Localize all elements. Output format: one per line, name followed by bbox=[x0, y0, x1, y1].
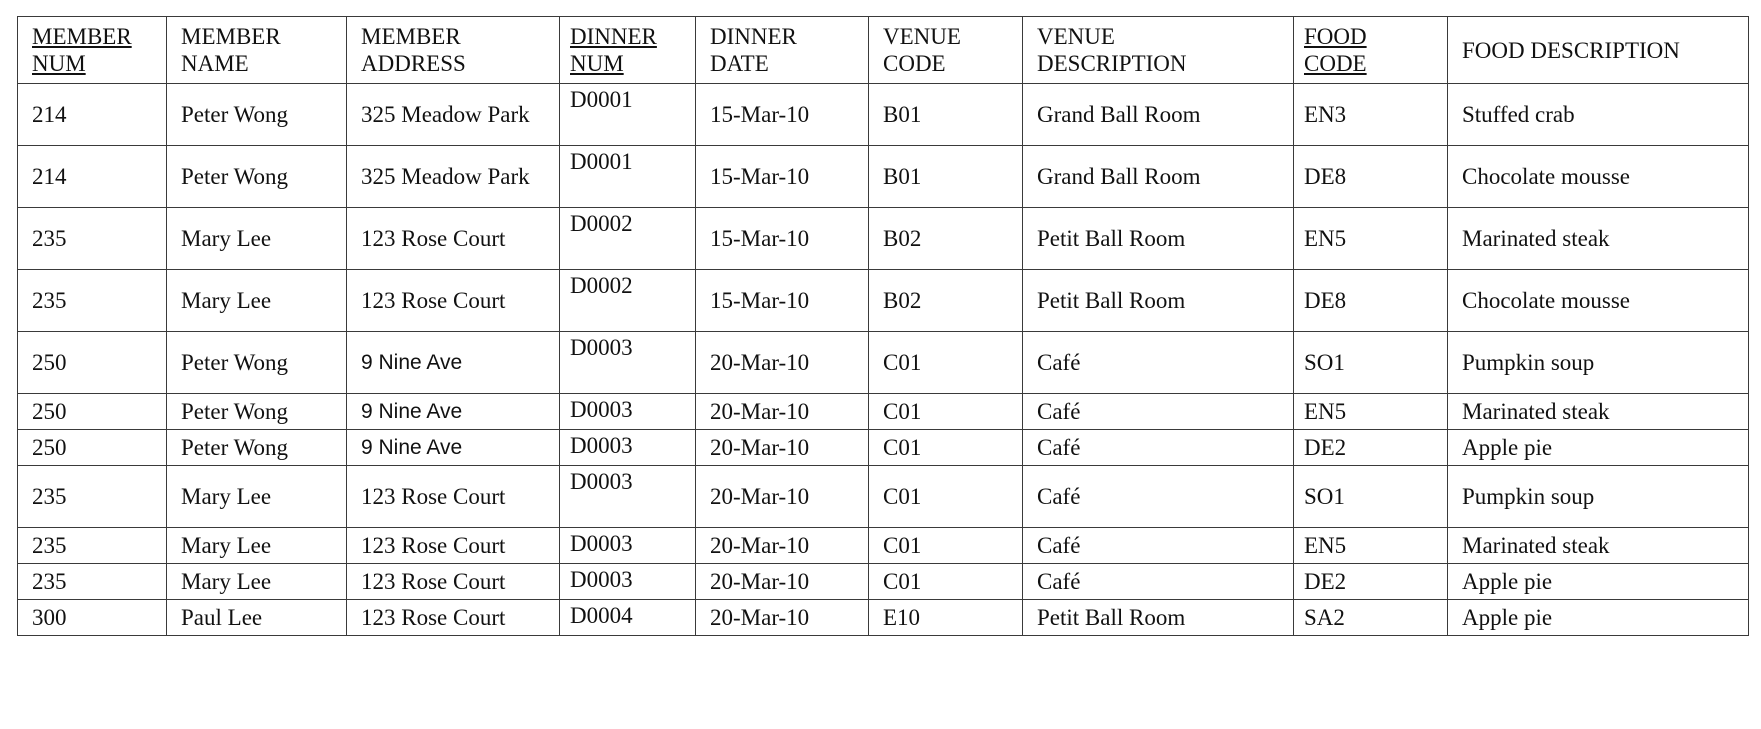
cell-member-address: 9 Nine Ave bbox=[347, 430, 560, 466]
cell-food-code: DE2 bbox=[1294, 564, 1448, 600]
cell-member-name: Mary Lee bbox=[167, 270, 347, 332]
cell-member-address: 123 Rose Court bbox=[347, 270, 560, 332]
cell-member-num: 235 bbox=[18, 208, 167, 270]
table-body bbox=[18, 84, 1749, 636]
cell-venue-description: Café bbox=[1023, 332, 1294, 394]
cell-member-num: 250 bbox=[18, 332, 167, 394]
cell-dinner-num: D0003 bbox=[560, 466, 696, 528]
cell-food-code: DE8 bbox=[1294, 146, 1448, 208]
cell-member-name: Peter Wong bbox=[167, 332, 347, 394]
cell-member-name: Mary Lee bbox=[167, 466, 347, 528]
header-member-name bbox=[167, 17, 347, 84]
cell-dinner-date: 20-Mar-10 bbox=[696, 528, 869, 564]
cell-venue-code: C01 bbox=[869, 564, 1023, 600]
table-row bbox=[18, 466, 1749, 528]
header-label-line2: NUM bbox=[32, 51, 86, 76]
cell-member-name: Mary Lee bbox=[167, 208, 347, 270]
cell-food-description: Apple pie bbox=[1448, 600, 1749, 636]
header-label-line1: FOOD bbox=[1304, 24, 1367, 49]
header-label-line1: MEMBER bbox=[181, 24, 281, 49]
table-row bbox=[18, 528, 1749, 564]
cell-member-address: 123 Rose Court bbox=[347, 528, 560, 564]
cell-food-description: Pumpkin soup bbox=[1448, 466, 1749, 528]
cell-member-num: 214 bbox=[18, 84, 167, 146]
cell-venue-description: Café bbox=[1023, 430, 1294, 466]
header-label-line1: DINNER bbox=[570, 24, 657, 49]
header-member-address bbox=[347, 17, 560, 84]
header-label-line2: CODE bbox=[1304, 51, 1367, 76]
cell-venue-description: Grand Ball Room bbox=[1023, 84, 1294, 146]
header-venue-description bbox=[1023, 17, 1294, 84]
cell-food-description: Apple pie bbox=[1448, 564, 1749, 600]
header-label-line2: DESCRIPTION bbox=[1037, 51, 1187, 76]
cell-dinner-num: D0002 bbox=[560, 270, 696, 332]
cell-member-address: 9 Nine Ave bbox=[347, 394, 560, 430]
cell-dinner-date: 15-Mar-10 bbox=[696, 84, 869, 146]
cell-member-name: Peter Wong bbox=[167, 430, 347, 466]
cell-member-name: Peter Wong bbox=[167, 84, 347, 146]
header-label-line2: CODE bbox=[883, 51, 946, 76]
cell-venue-code: B02 bbox=[869, 270, 1023, 332]
cell-venue-description: Café bbox=[1023, 528, 1294, 564]
cell-food-code: EN5 bbox=[1294, 208, 1448, 270]
header-label-line1: VENUE bbox=[883, 24, 961, 49]
header-label-line2: DATE bbox=[710, 51, 769, 76]
cell-food-code: DE8 bbox=[1294, 270, 1448, 332]
table-row bbox=[18, 564, 1749, 600]
header-dinner-num bbox=[560, 17, 696, 84]
table-row bbox=[18, 84, 1749, 146]
cell-member-num: 250 bbox=[18, 430, 167, 466]
cell-member-address: 325 Meadow Park bbox=[347, 146, 560, 208]
cell-dinner-date: 20-Mar-10 bbox=[696, 430, 869, 466]
cell-food-description: Apple pie bbox=[1448, 430, 1749, 466]
cell-member-name: Peter Wong bbox=[167, 146, 347, 208]
cell-food-code: SO1 bbox=[1294, 466, 1448, 528]
cell-food-description: Stuffed crab bbox=[1448, 84, 1749, 146]
cell-food-description: Marinated steak bbox=[1448, 394, 1749, 430]
cell-dinner-date: 15-Mar-10 bbox=[696, 270, 869, 332]
cell-member-num: 235 bbox=[18, 528, 167, 564]
cell-food-description: Marinated steak bbox=[1448, 528, 1749, 564]
table-row bbox=[18, 332, 1749, 394]
header-label-line2: NUM bbox=[570, 51, 624, 76]
cell-member-num: 250 bbox=[18, 394, 167, 430]
cell-member-name: Paul Lee bbox=[167, 600, 347, 636]
cell-dinner-date: 15-Mar-10 bbox=[696, 146, 869, 208]
cell-food-code: DE2 bbox=[1294, 430, 1448, 466]
cell-member-num: 214 bbox=[18, 146, 167, 208]
cell-venue-description: Grand Ball Room bbox=[1023, 146, 1294, 208]
cell-food-code: SA2 bbox=[1294, 600, 1448, 636]
cell-member-address: 123 Rose Court bbox=[347, 466, 560, 528]
cell-member-name: Peter Wong bbox=[167, 394, 347, 430]
cell-dinner-num: D0003 bbox=[560, 564, 696, 600]
table-row bbox=[18, 270, 1749, 332]
cell-venue-code: B01 bbox=[869, 84, 1023, 146]
dinner-orders-table bbox=[17, 16, 1749, 636]
cell-food-description: Chocolate mousse bbox=[1448, 146, 1749, 208]
cell-dinner-num: D0001 bbox=[560, 146, 696, 208]
cell-venue-description: Café bbox=[1023, 564, 1294, 600]
cell-member-num: 300 bbox=[18, 600, 167, 636]
cell-venue-description: Petit Ball Room bbox=[1023, 208, 1294, 270]
cell-food-code: EN3 bbox=[1294, 84, 1448, 146]
table-row bbox=[18, 430, 1749, 466]
header-food-description bbox=[1448, 17, 1749, 84]
cell-member-num: 235 bbox=[18, 270, 167, 332]
cell-member-num: 235 bbox=[18, 466, 167, 528]
cell-member-address: 9 Nine Ave bbox=[347, 332, 560, 394]
table-row bbox=[18, 394, 1749, 430]
cell-venue-code: B02 bbox=[869, 208, 1023, 270]
cell-member-name: Mary Lee bbox=[167, 564, 347, 600]
cell-venue-description: Petit Ball Room bbox=[1023, 270, 1294, 332]
cell-dinner-num: D0003 bbox=[560, 332, 696, 394]
cell-food-description: Pumpkin soup bbox=[1448, 332, 1749, 394]
cell-venue-code: C01 bbox=[869, 466, 1023, 528]
cell-member-address: 325 Meadow Park bbox=[347, 84, 560, 146]
header-member-num bbox=[18, 17, 167, 84]
table-row bbox=[18, 208, 1749, 270]
cell-dinner-num: D0004 bbox=[560, 600, 696, 636]
cell-dinner-num: D0003 bbox=[560, 394, 696, 430]
cell-venue-description: Café bbox=[1023, 394, 1294, 430]
header-venue-code bbox=[869, 17, 1023, 84]
header-label-line1: MEMBER bbox=[361, 24, 461, 49]
table-row bbox=[18, 146, 1749, 208]
cell-venue-code: C01 bbox=[869, 394, 1023, 430]
cell-dinner-date: 15-Mar-10 bbox=[696, 208, 869, 270]
cell-venue-code: E10 bbox=[869, 600, 1023, 636]
cell-venue-code: B01 bbox=[869, 146, 1023, 208]
cell-venue-description: Petit Ball Room bbox=[1023, 600, 1294, 636]
cell-food-description: Marinated steak bbox=[1448, 208, 1749, 270]
cell-dinner-num: D0002 bbox=[560, 208, 696, 270]
header-label-line1: FOOD DESCRIPTION bbox=[1462, 37, 1680, 63]
cell-dinner-num: D0003 bbox=[560, 430, 696, 466]
cell-dinner-date: 20-Mar-10 bbox=[696, 564, 869, 600]
cell-venue-code: C01 bbox=[869, 332, 1023, 394]
cell-food-description: Chocolate mousse bbox=[1448, 270, 1749, 332]
cell-member-address: 123 Rose Court bbox=[347, 600, 560, 636]
cell-food-code: EN5 bbox=[1294, 394, 1448, 430]
cell-venue-code: C01 bbox=[869, 430, 1023, 466]
header-food-code bbox=[1294, 17, 1448, 84]
header-dinner-date bbox=[696, 17, 869, 84]
cell-food-code: EN5 bbox=[1294, 528, 1448, 564]
cell-member-address: 123 Rose Court bbox=[347, 208, 560, 270]
header-label-line1: MEMBER bbox=[32, 24, 132, 49]
cell-member-num: 235 bbox=[18, 564, 167, 600]
header-label-line2: ADDRESS bbox=[361, 51, 466, 76]
cell-member-name: Mary Lee bbox=[167, 528, 347, 564]
header-row bbox=[18, 17, 1749, 84]
cell-venue-code: C01 bbox=[869, 528, 1023, 564]
cell-dinner-date: 20-Mar-10 bbox=[696, 394, 869, 430]
cell-dinner-num: D0003 bbox=[560, 528, 696, 564]
cell-venue-description: Café bbox=[1023, 466, 1294, 528]
header-label-line1: VENUE bbox=[1037, 24, 1115, 49]
cell-dinner-date: 20-Mar-10 bbox=[696, 332, 869, 394]
cell-dinner-date: 20-Mar-10 bbox=[696, 600, 869, 636]
header-label-line1: DINNER bbox=[710, 24, 797, 49]
header-label-line2: NAME bbox=[181, 51, 249, 76]
cell-food-code: SO1 bbox=[1294, 332, 1448, 394]
table-row bbox=[18, 600, 1749, 636]
cell-dinner-num: D0001 bbox=[560, 84, 696, 146]
cell-dinner-date: 20-Mar-10 bbox=[696, 466, 869, 528]
cell-member-address: 123 Rose Court bbox=[347, 564, 560, 600]
